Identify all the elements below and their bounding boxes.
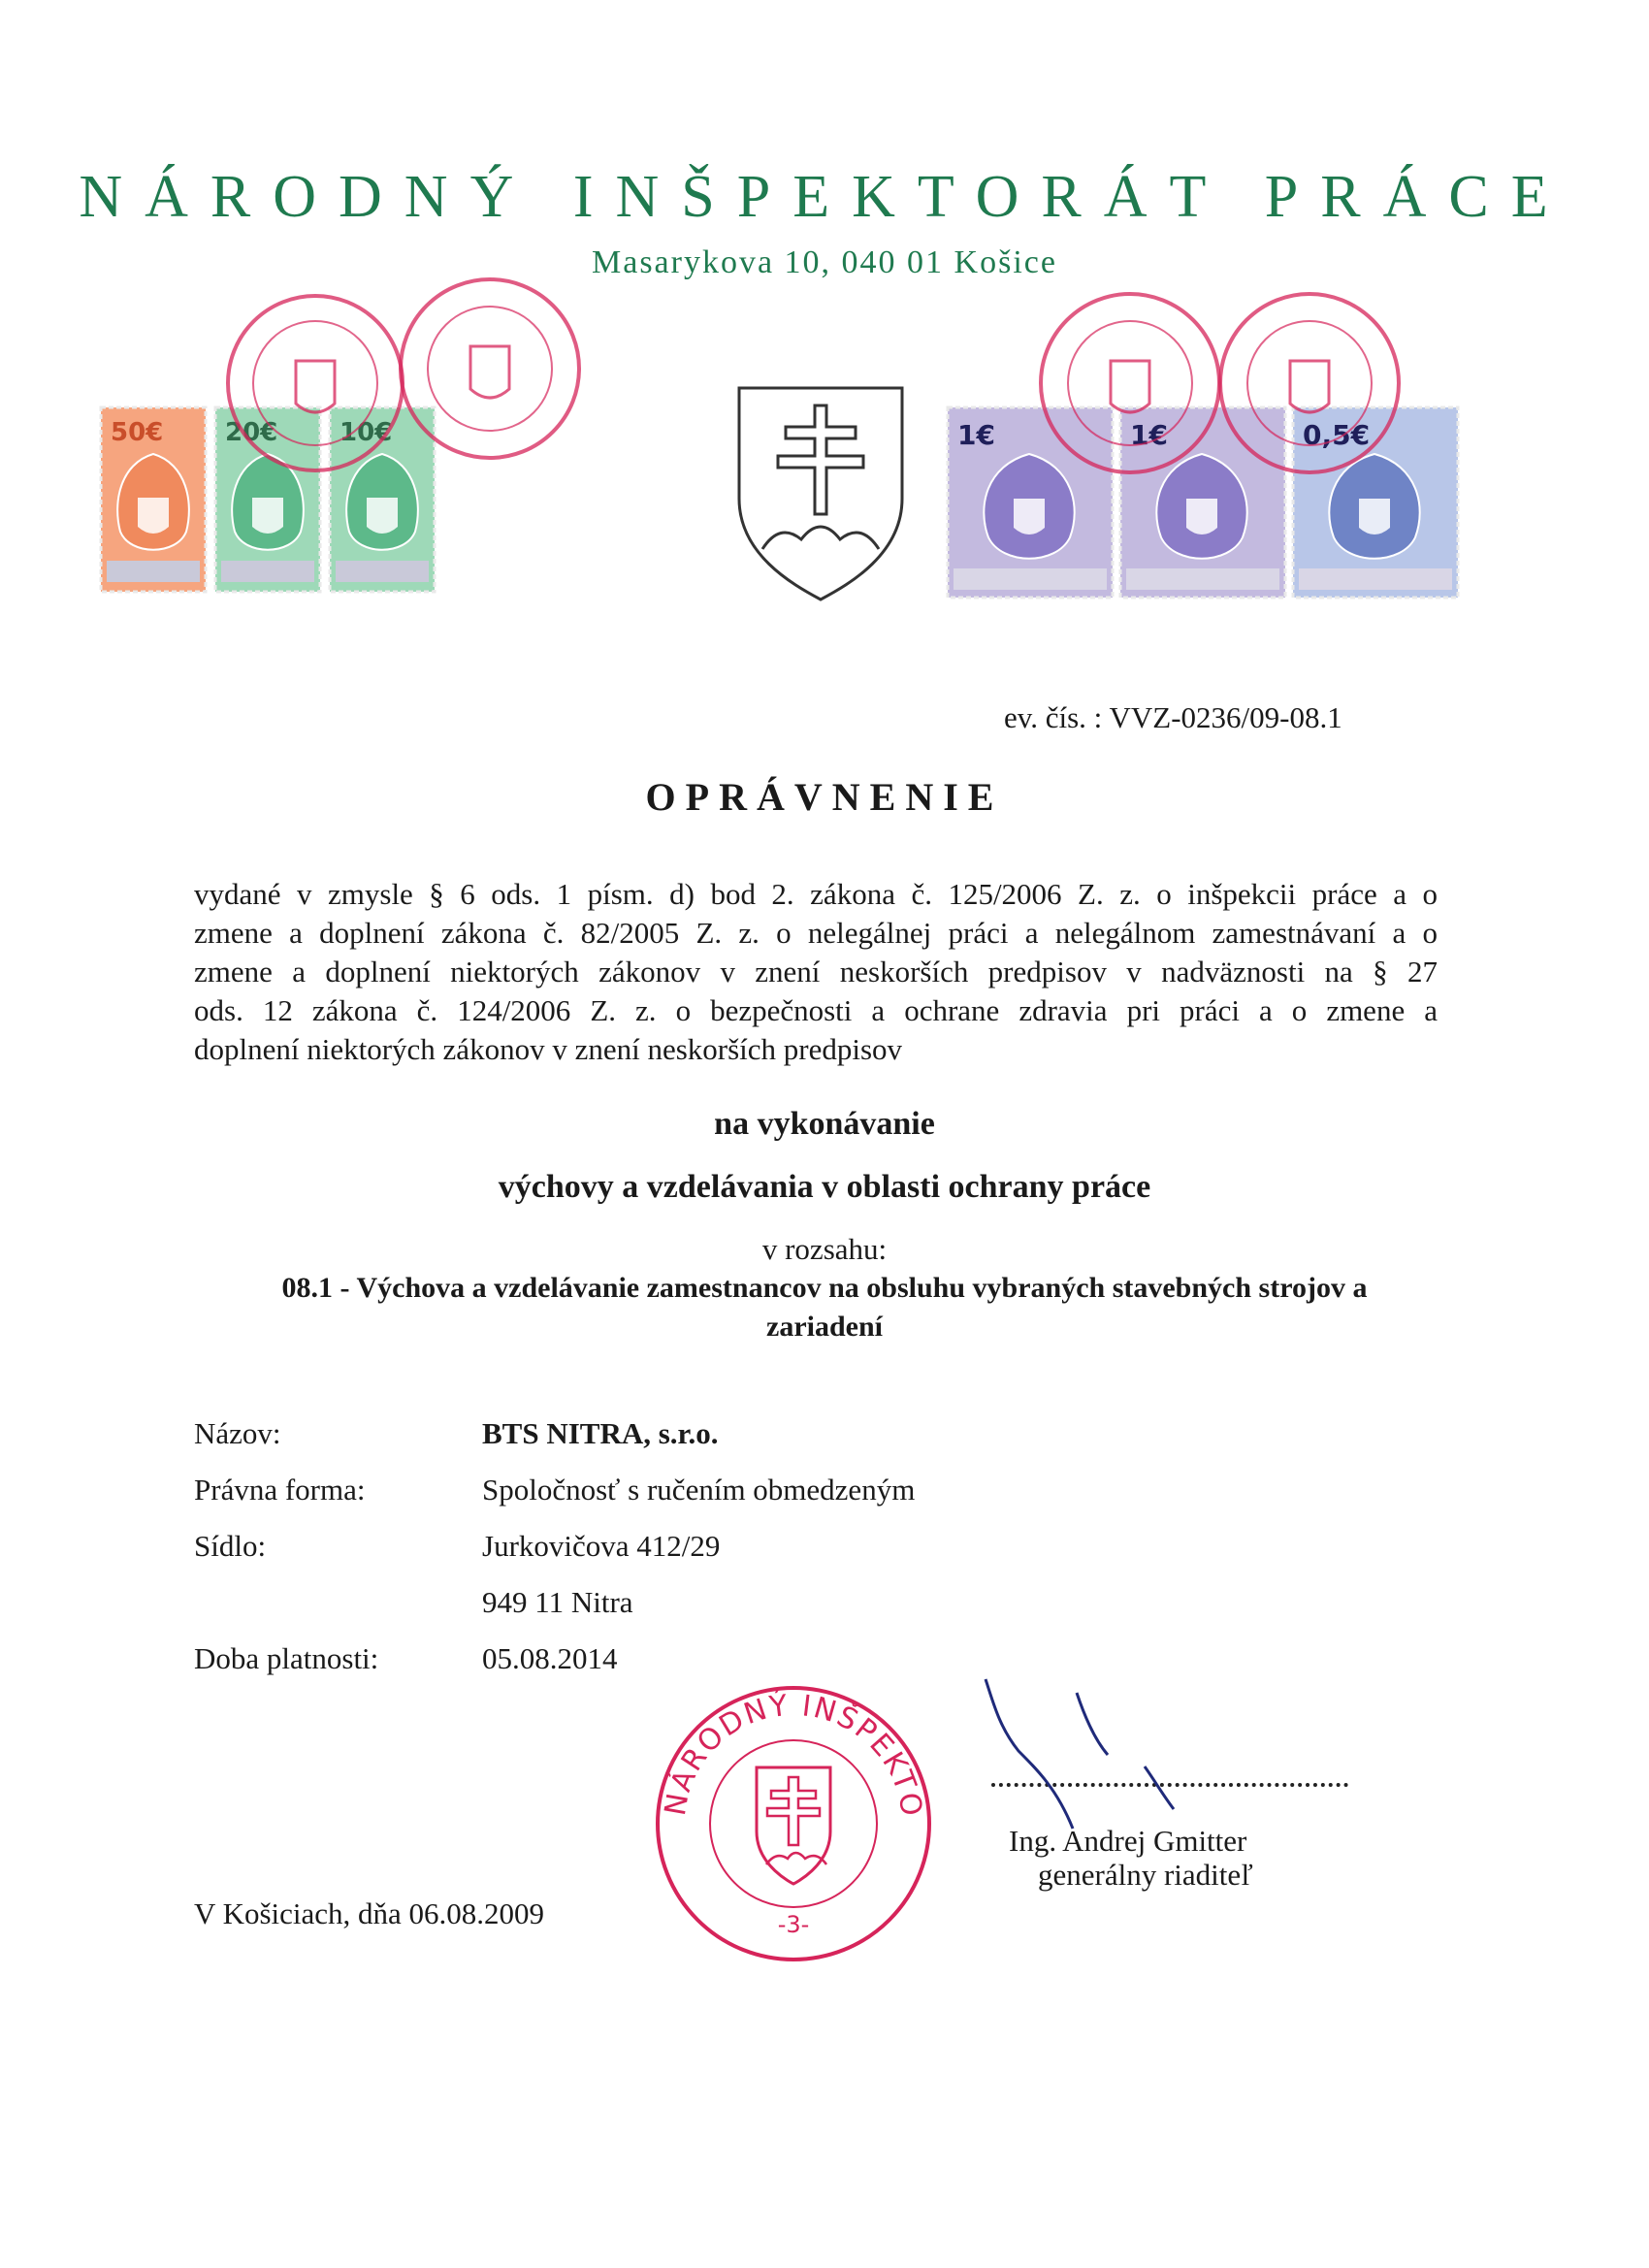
seal-overprints-right xyxy=(1018,291,1426,504)
stamp-value-label: 20€ xyxy=(225,418,278,447)
intro-line: ods. 12 zákona č. 124/2006 Z. z. o bezpečnosti a ochrane zdravia pri práci a o zmene a xyxy=(194,993,1438,1027)
scope-line: zariadení xyxy=(766,1311,883,1343)
stamp-value-label: 1€ xyxy=(1130,419,1168,451)
signatory-name: Ing. Andrej Gmitter xyxy=(1009,1824,1247,1858)
intro-line: zmene a doplnení zákona č. 82/2005 Z. z. o nelegálnej práci a nelegálnom zamestnávaní a o xyxy=(194,916,1438,950)
seal-number: -3- xyxy=(777,1911,810,1938)
name-value: BTS NITRA, s.r.o. xyxy=(482,1416,719,1450)
seal-overprints-left xyxy=(204,291,611,504)
intro-line: doplnení niektorých zákonov v znení neskorších predpisov xyxy=(194,1032,903,1066)
validity-value: 05.08.2014 xyxy=(482,1641,618,1675)
seal-text: NÁRODNÝ INŠPEKTORÁT PRÁCE xyxy=(636,1652,929,1821)
seat-city: 949 11 Nitra xyxy=(482,1585,633,1619)
institution-name: NÁRODNÝ INŠPEKTORÁT PRÁCE xyxy=(79,164,1570,230)
legal-form-label: Právna forma: xyxy=(194,1473,366,1507)
stamp-value-label: 0,5€ xyxy=(1303,419,1371,451)
seat-street: Jurkovičova 412/29 xyxy=(482,1529,721,1563)
name-label: Názov: xyxy=(194,1416,281,1450)
signatory-role: generálny riaditeľ xyxy=(1038,1858,1253,1892)
legal-form-value: Spoločnosť s ručením obmedzeným xyxy=(482,1473,916,1507)
svg-text:NÁRODNÝ INŠPEKTORÁT PRÁCE xyxy=(637,1651,929,1820)
scope-line: 08.1 - Výchova a vzdelávanie zamestnancov na obsluhu vybraných stavebných strojov a xyxy=(281,1272,1368,1304)
intro-line: vydané v zmysle § 6 ods. 1 písm. d) bod 2. zákona č. 125/2006 Z. z. o inšpekcii práce a o xyxy=(194,877,1438,911)
intro-paragraph xyxy=(194,875,1438,1069)
official-seal xyxy=(636,1652,939,1969)
scope-description xyxy=(175,1269,1474,1346)
heading-activity: na vykonávanie xyxy=(714,1106,935,1142)
validity-label: Doba platnosti: xyxy=(194,1641,379,1675)
institution-address: Masarykova 10, 040 01 Košice xyxy=(592,244,1057,280)
intro-line: zmene a doplnení niektorých zákonov v znení neskorších predpisov v nadväznosti na § 27 xyxy=(194,955,1438,988)
stamp-value-label: 50€ xyxy=(111,418,164,447)
document-title: OPRÁVNENIE xyxy=(645,775,1004,819)
scope-label: v rozsahu: xyxy=(761,1232,888,1266)
stamp-value-label: 1€ xyxy=(957,419,995,451)
stamp-value-label: 10€ xyxy=(340,418,393,447)
revenue-stamp-50 xyxy=(101,407,206,592)
place-and-date: V Košiciach, dňa 06.08.2009 xyxy=(194,1896,545,1930)
seat-label: Sídlo: xyxy=(194,1529,267,1563)
reference-number: ev. čís. : VVZ-0236/09-08.1 xyxy=(1004,700,1342,734)
coat-of-arms-icon xyxy=(735,384,906,603)
heading-field: výchovy a vzdelávania v oblasti ochrany práce xyxy=(498,1169,1151,1205)
